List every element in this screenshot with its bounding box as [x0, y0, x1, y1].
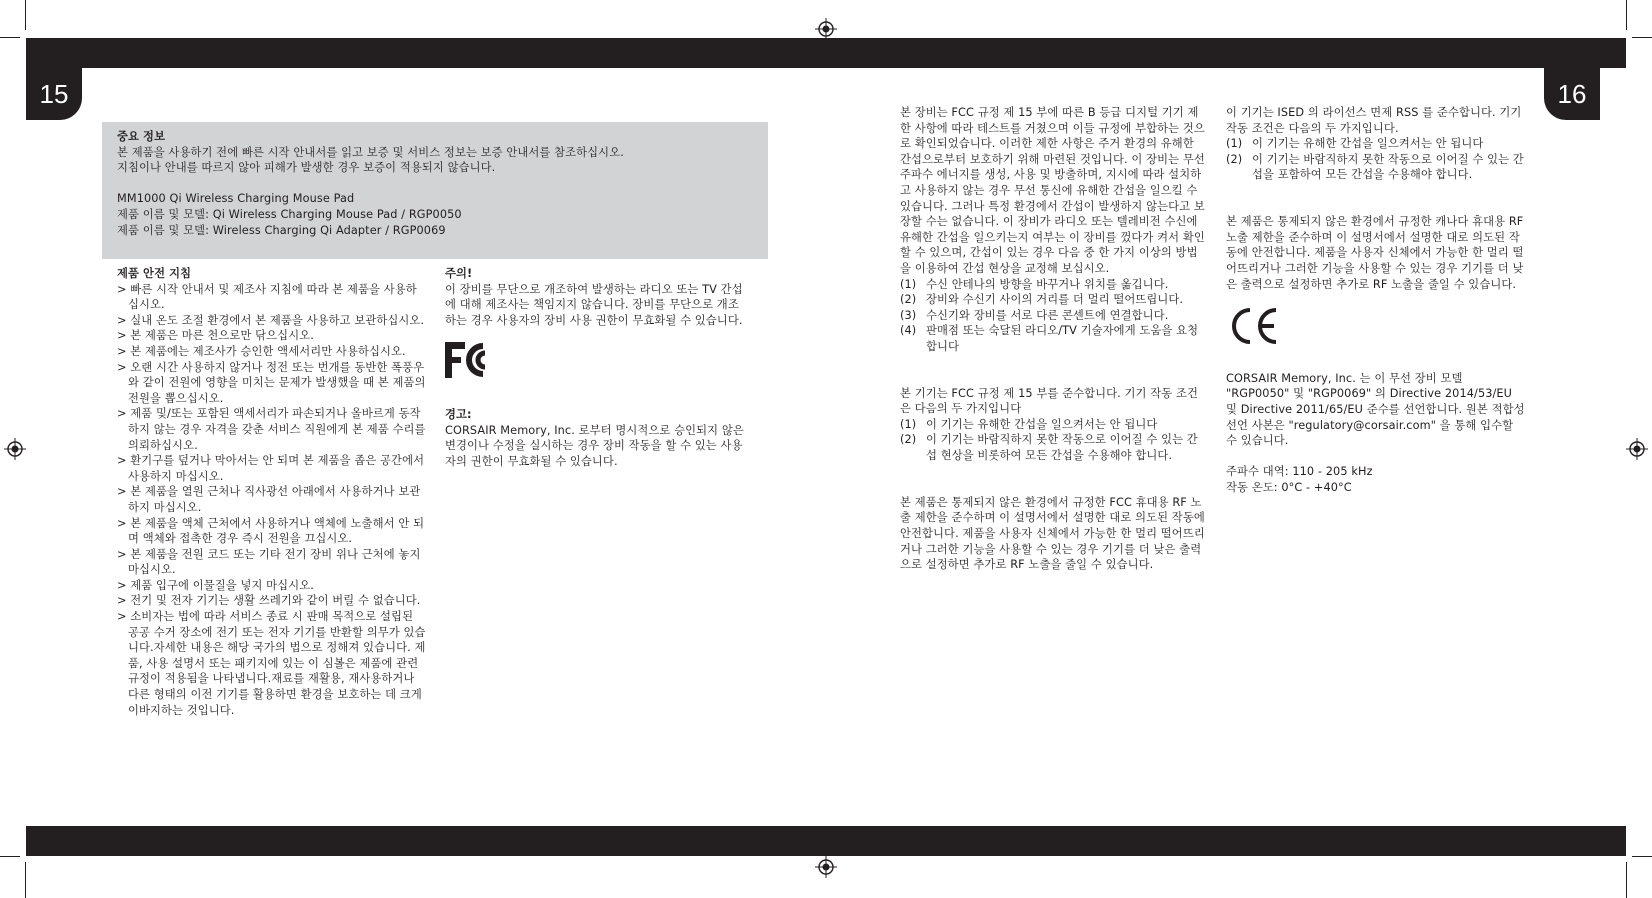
list-item: (1) 수신 안테나의 방향을 바꾸거나 위치를 옮깁니다. [900, 277, 1169, 291]
fcc-logo-icon [445, 340, 745, 385]
crop-mark [1632, 37, 1652, 38]
list-item: > 전기 및 전자 기기는 생활 쓰레기와 같이 버릴 수 없습니다. [117, 594, 421, 608]
list-item: > 본 제품을 전원 코드 또는 기타 전기 장비 위나 근처에 놓지 마십시오. [117, 547, 421, 577]
list-item: > 본 제품을 액체 근처에서 사용하거나 액체에 노출해서 안 되며 액체와 접촉한 경우 즉시 전원을 끄십시오. [117, 516, 425, 546]
list-item: > 본 제품은 마른 천으로만 닦으십시오. [117, 329, 314, 343]
registration-mark-icon [1626, 438, 1648, 460]
operating-temperature: 작동 온도: 0°C - +40°C [1226, 480, 1352, 494]
crop-mark [1632, 856, 1652, 857]
list-item: > 본 제품에는 제조사가 승인한 액세서리만 사용하십시오. [117, 344, 406, 358]
list-item: (1) 이 기기는 유해한 간섭을 일으켜서는 안 됩니다 [900, 417, 1158, 431]
ised-paragraph: 본 제품은 통제되지 않은 환경에서 규정한 캐나다 휴대용 RF 노출 제한을 준수하며 이 설명서에서 설명한 대로 의도된 작동에 안전합니다. 제품을 사용자 신체에서 가능한 한 멀리 떨어뜨리거나 그러한 기능을 사용할 수 있는 경우 기기를 더 낮은 출력으로 설정하면 추가로 RF 노출을 줄일 수 있습니다. [1226, 215, 1524, 291]
page-number-left: 15 [26, 68, 82, 120]
list-item: > 빠른 시작 안내서 및 제조사 지침에 따라 본 제품을 사용하십시오. [117, 282, 417, 312]
fcc-paragraph: 본 장비는 FCC 규정 제 15 부에 따른 B 등급 디지털 기기 제한 사항에 따라 테스트를 거쳤으며 이들 규정에 부합하는 것으로 확인되었습니다. 이러한 제한 사항은 주거 환경의 유해한 간섭으로부터 보호하기 위해 마련된 것입니다. 이 장비는 무선 주파수 에너지를 생성, 사용 및 방출하며, 지시에 따라 설치하고 사용하지 않는 경우 무선 통신에 유해한 간섭을 일으킬 수 있습니다. 그러나 특정 환경에서 간섭이 발생하지 않는다고 보장할 수는 없습니다. 이 장비가 라디오 또는 텔레비전 수신에 유해한 간섭을 일으키는지 여부는 이 장비를 껐다가 켜서 확인할 수 있으며, 간섭이 있는 경우 다음 중 한 가지 이상의 방법을 이용하여 간섭 현상을 교정해 보십시오. [900, 106, 1205, 275]
crop-mark [25, 0, 26, 30]
important-info [117, 129, 757, 238]
list-item: > 오랜 시간 사용하지 않거나 정전 또는 번개를 동반한 폭풍우와 같이 전원에 영향을 미치는 문제가 발생했을 때 본 제품의 전원을 뽑으십시오. [117, 360, 426, 405]
safety-instructions [117, 266, 427, 718]
list-item: (3) 수신기와 장비를 서로 다른 콘센트에 연결합니다. [900, 308, 1169, 322]
list-item: (2) 장비와 수신기 사이의 거리를 더 멀리 떨어뜨립니다. [900, 293, 1184, 307]
ce-declaration: CORSAIR Memory, Inc. 는 이 무선 장비 모델 "RGP0050" 및 "RGP0069" 의 Directive 2014/53/EU 및 Directive 2011/65/EU 준수를 선언합니다. 원본 적합성 선언 사본은 "regulatory@corsair.com" 을 통해 입수할 수 있습니다. [1226, 371, 1525, 448]
fcc-condition-list [900, 417, 1208, 464]
fcc-remedy-list [900, 277, 1208, 355]
list-item: > 실내 온도 조절 환경에서 본 제품을 사용하고 보관하십시오. [117, 313, 425, 327]
list-item: (2) 이 기기는 바람직하지 못한 작동으로 이어질 수 있는 간섭을 포함하여 모든 간섭을 수용해야 합니다. [1226, 152, 1524, 182]
header-band [26, 38, 1626, 68]
caution-column [445, 266, 745, 469]
crop-mark [1626, 0, 1627, 30]
fcc-column [900, 105, 1208, 573]
list-item: (1) 이 기기는 유해한 간섭을 일으켜서는 안 됩니다 [1226, 137, 1484, 151]
crop-mark [0, 37, 20, 38]
list-item: > 제품 및/또는 포함된 액세서리가 파손되거나 올바르게 동작하지 않는 경우 자격을 갖춘 서비스 직원에게 본 제품 수리를 의뢰하십시오. [117, 407, 426, 452]
registration-mark-icon [4, 438, 26, 460]
list-item: > 본 제품을 열원 근처나 직사광선 아래에서 사용하거나 보관하지 마십시오. [117, 485, 421, 514]
fcc-paragraph: 본 기기는 FCC 규정 제 15 부를 준수합니다. 기기 작동 조건은 다음의 두 가지입니다 [900, 386, 1199, 416]
product-line: MM1000 Qi Wireless Charging Mouse Pad [117, 192, 355, 206]
list-item: > 제품 입구에 이물질을 넣지 마십시오. [117, 578, 314, 592]
ised-column [1226, 105, 1526, 495]
warning-text: CORSAIR Memory, Inc. 로부터 명시적으로 승인되지 않은 변경이나 수정을 실시하는 경우 장비 작동을 할 수 있는 사용자의 권한이 무효화될 수 있습니다. [445, 423, 744, 468]
ised-condition-list [1226, 136, 1526, 183]
caution-text: 이 장비를 무단으로 개조하여 발생하는 라디오 또는 TV 간섭에 대해 제조사는 책임지지 않습니다. 장비를 무단으로 개조하는 경우 사용자의 장비 사용 권한이 무효화될 수 있습니다. [445, 282, 743, 327]
crop-mark [25, 862, 26, 898]
safety-list [117, 282, 427, 719]
info-line: 본 제품을 사용하기 전에 빠른 시작 안내서를 읽고 보증 및 서비스 정보는 보증 안내서를 참조하십시오. [117, 145, 624, 159]
registration-mark-icon [815, 856, 837, 878]
fcc-paragraph: 본 제품은 통제되지 않은 환경에서 규정한 FCC 휴대용 RF 노출 제한을 준수하며 이 설명서에서 설명한 대로 의도된 작동에 안전합니다. 제품을 사용자 신체에서 가능한 한 멀리 떨어뜨리거나 그러한 기능을 사용할 수 있는 경우 기기를 더 낮은 출력으로 설정하면 추가로 RF 노출을 줄일 수 있습니다. [900, 495, 1205, 572]
ised-paragraph: 이 기기는 ISED 의 라이선스 면제 RSS 를 준수합니다. 기기 작동 조건은 다음의 두 가지입니다. [1226, 106, 1522, 135]
ce-mark-icon [1226, 306, 1526, 351]
product-line: 제품 이름 및 모델: Qi Wireless Charging Mouse Pad / RGP0050 [117, 207, 462, 221]
registration-mark-icon [815, 18, 837, 40]
frequency-band: 주파수 대역: 110 - 205 kHz [1226, 465, 1373, 479]
crop-mark [0, 856, 20, 857]
info-line: 지침이나 안내를 따르지 않아 피해가 발생한 경우 보증이 적용되지 않습니다. [117, 161, 496, 175]
safety-heading: 제품 안전 지침 [117, 267, 192, 280]
important-info-heading: 중요 정보 [117, 130, 166, 143]
crop-mark [1626, 862, 1627, 898]
list-item: (2) 이 기기는 바람직하지 못한 작동으로 이어질 수 있는 간섭 현상을 비롯하여 모든 간섭을 수용해야 합니다. [900, 433, 1198, 463]
product-line: 제품 이름 및 모델: Wireless Charging Qi Adapter / RGP0069 [117, 223, 446, 237]
warning-heading: 경고: [445, 407, 472, 421]
list-item: (4) 판매점 또는 숙달된 라디오/TV 기술자에게 도움을 요청합니다 [900, 324, 1199, 353]
caution-heading: 주의! [445, 267, 473, 280]
list-item: > 환기구를 덮거나 막아서는 안 되며 본 제품을 좁은 공간에서 사용하지 마십시오. [117, 454, 425, 483]
list-item: > 소비자는 법에 따라 서비스 종료 시 판매 목적으로 설립된 공공 수거 장소에 전기 또는 전자 기기를 반환할 의무가 있습니다.자세한 내용은 해당 국가의 법으로 정해져 있습니다. 제품, 사용 설명서 또는 패키지에 있는 이 심볼은 제품에 관련 규정이 적용됨을 나타냅니다.재료를 재활용, 재사용하거나 다른 형태의 이전 기기를 활용하면 환경을 보호하는 데 크게 이바지하는 것입니다. [117, 610, 426, 717]
footer-band [26, 826, 1626, 856]
page-number-right: 16 [1544, 68, 1600, 120]
